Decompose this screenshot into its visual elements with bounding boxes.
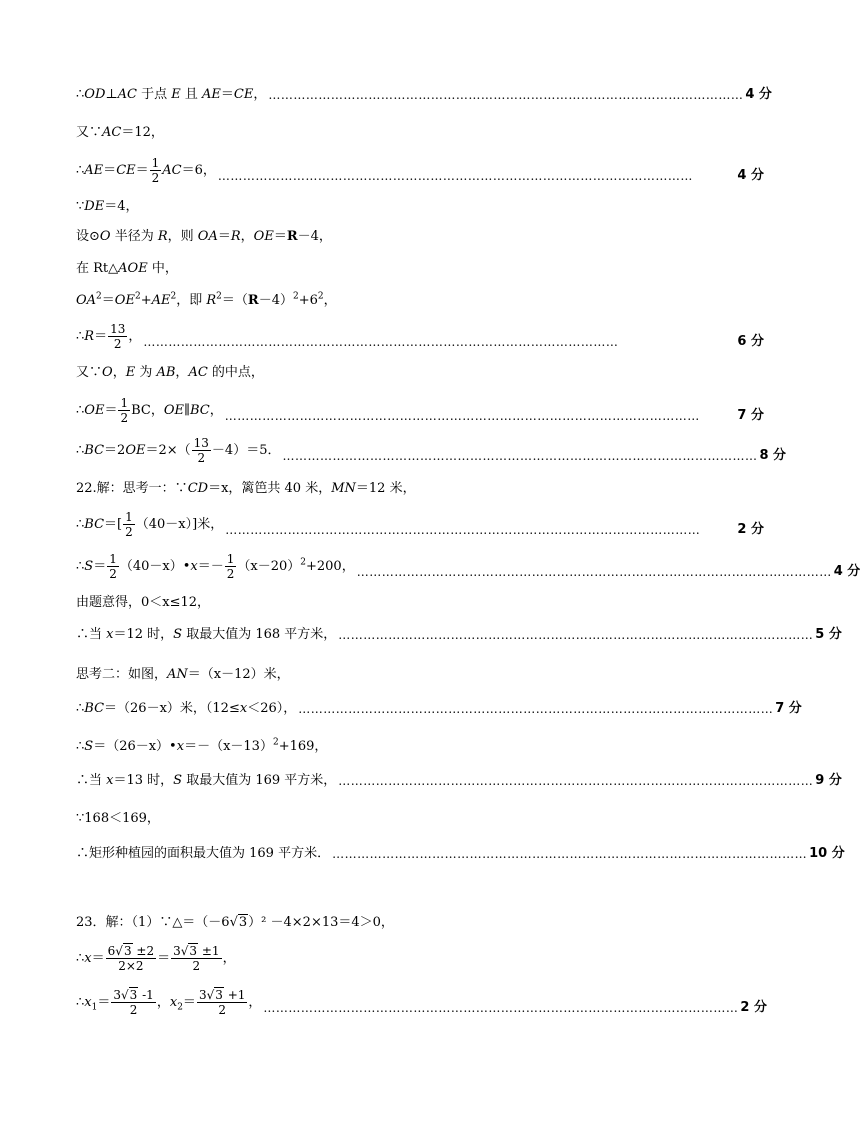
leader-dots: ……………………………………………………………………………………………………: [356, 565, 832, 579]
line-q23-delta: 23．解：（1）∵△＝（－6√3）² －4×2×13＝4＞0，: [76, 915, 394, 930]
score-label: 4 分: [833, 564, 860, 579]
line-rt-aoe: 在 Rt△AOE 中，: [76, 261, 178, 276]
leader-dots: ……………………………………………………………………………………………………: [225, 523, 701, 537]
leader-dots: ……………………………………………………………………………………………………: [268, 88, 744, 102]
leader-dots: ……………………………………………………………………………………………………: [338, 628, 814, 642]
score-label: 2 分: [737, 522, 764, 537]
line-q22-intro: 22.解：思考一：∵CD＝x，篱笆共 40 米，MN＝12 米，: [76, 481, 416, 496]
leader-dots: ……………………………………………………………………………………………………: [332, 847, 808, 861]
line-de-4: ∵DE＝4，: [76, 199, 139, 214]
line-radius: 设⊙O 半径为 R，则 OA＝R，OE＝R－4，: [76, 229, 332, 244]
leader-dots: ……………………………………………………………………………………………………: [338, 774, 814, 788]
score-label: 10 分: [809, 846, 845, 861]
score-label: 9 分: [815, 773, 842, 788]
line-pythagoras: $OA^2=OE^2+AE^2$，即 $R^2=(R-4)^2+6^2$，: [76, 291, 337, 308]
score-label: 4 分: [745, 87, 772, 102]
line-midpoints: 又∵O，E 为 AB，AC 的中点，: [76, 365, 264, 380]
leader-dots: ……………………………………………………………………………………………………: [217, 169, 693, 183]
line-q23-x: ∴x＝ $\frac{6√3 \pm 2}{2\times 2}$ ＝ $\frac{3√3 \pm 1}{2}$ ，: [76, 944, 236, 973]
leader-dots: ……………………………………………………………………………………………………: [298, 702, 774, 716]
score-label: 5 分: [815, 627, 842, 642]
score-label: 6 分: [737, 334, 764, 349]
line-s2-expr: $\therefore S=(26-x)•x=-(x-13)^2+169$，: [76, 737, 328, 754]
line-range: 由题意得，0＜x≤12，: [76, 595, 211, 610]
line-ac-12: 又∵AC＝12，: [76, 125, 164, 140]
score-label: 2 分: [740, 1000, 767, 1015]
score-label: 7 分: [737, 408, 764, 423]
line-think2: 思考二：如图，AN＝（x－12）米，: [76, 667, 290, 682]
score-label: 4 分: [737, 168, 764, 183]
leader-dots: ……………………………………………………………………………………………………: [143, 335, 619, 349]
score-label: 7 分: [775, 701, 802, 716]
leader-dots: ……………………………………………………………………………………………………: [224, 409, 700, 423]
leader-dots: ……………………………………………………………………………………………………: [263, 1001, 739, 1015]
leader-dots: ……………………………………………………………………………………………………: [282, 449, 758, 463]
line-compare: ∵168＜169，: [76, 811, 160, 826]
score-label: 8 分: [759, 448, 787, 463]
